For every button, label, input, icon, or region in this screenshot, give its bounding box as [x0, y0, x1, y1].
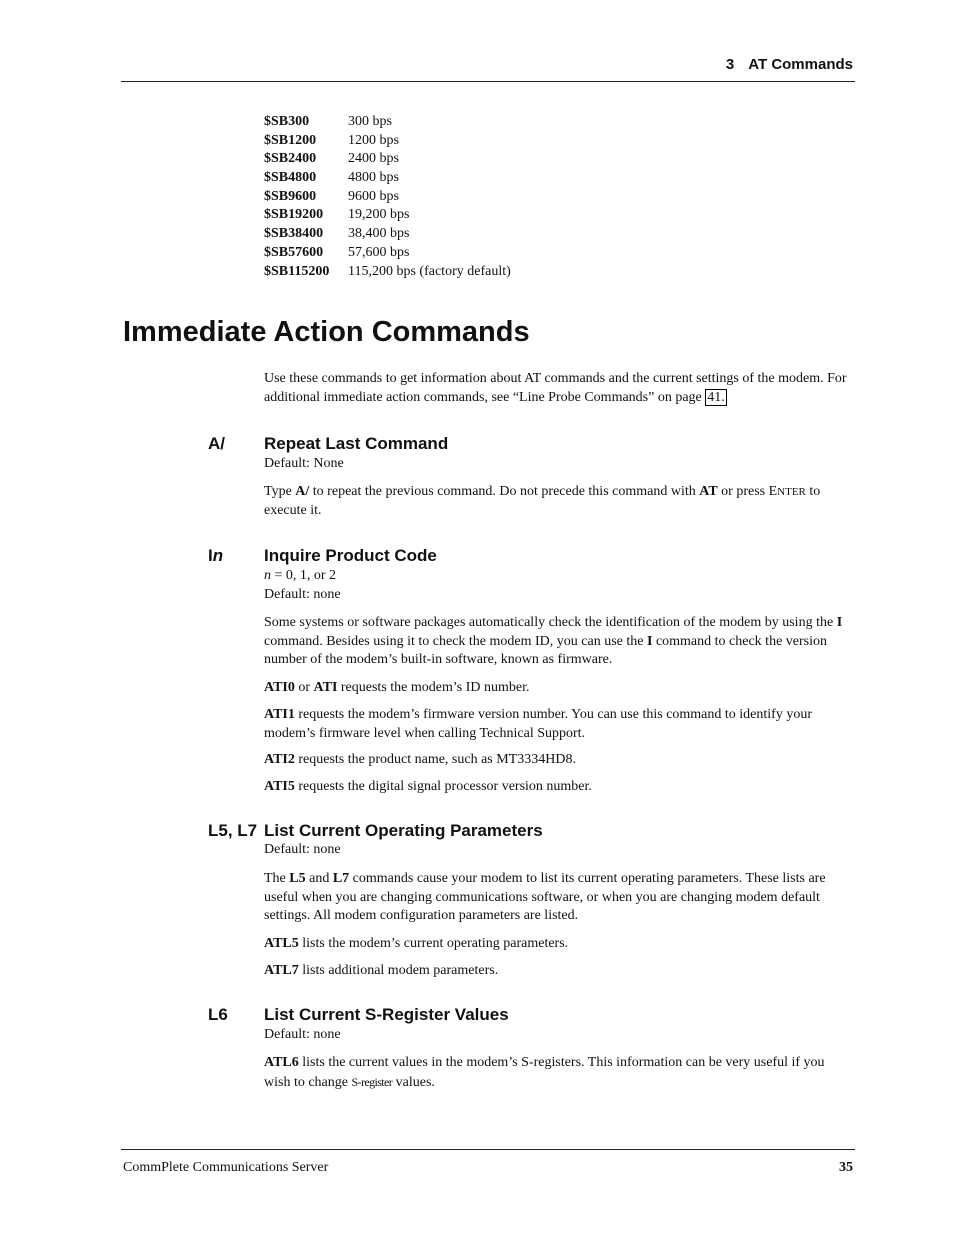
- table-row: [264, 244, 511, 263]
- chapter-number: 3: [725, 56, 735, 73]
- command-description: The L5 and L7 commands cause your modem to list its current operating parameters. These lists are useful when you are changing communications software, or when you are changing modem default settings. All modem configuration parameters are listed.: [264, 871, 826, 923]
- command-parameter-range: n = 0, 1, or 2: [264, 568, 337, 583]
- command-title-list-sregister: List Current S-Register Values: [264, 1005, 509, 1024]
- command-description: Some systems or software packages automatically check the identification of the modem by using the I command. Besides using it to check the modem ID, you can use the I command to check the version number of the modem’s built-in software, known as firmware.: [264, 615, 843, 667]
- command-label-i-n: In: [208, 546, 224, 565]
- table-row: [264, 113, 511, 132]
- rate-code: $SB1200: [264, 132, 317, 148]
- rate-code: $SB300: [264, 114, 310, 129]
- rate-code: $SB19200: [264, 207, 324, 223]
- table-row: [264, 169, 511, 188]
- command-title-list-operating: List Current Operating Parameters: [264, 821, 543, 840]
- footer-title: CommPlete Communications Server: [123, 1160, 329, 1175]
- rate-description: 19,200 bps: [348, 207, 410, 223]
- command-variant-atl5: ATL5 lists the modem’s current operating parameters.: [264, 936, 569, 951]
- rate-code: $SB9600: [264, 188, 317, 204]
- table-row: [264, 188, 511, 207]
- section-intro: [264, 370, 850, 407]
- rate-description: 57,600 bps: [348, 244, 410, 260]
- section-title: Immediate Action Commands: [123, 316, 530, 348]
- command-variant-ati5: ATI5 requests the digital signal processor version number.: [264, 779, 592, 794]
- rate-description: 38,400 bps: [348, 226, 410, 242]
- command-default: Default: none: [264, 587, 341, 602]
- command-label-l5-l7: L5, L7: [208, 821, 258, 840]
- header-rule: [121, 81, 855, 82]
- footer-rule: [121, 1149, 855, 1150]
- command-description: ATL6 lists the current values in the modem’s S-registers. This information can be very useful if you wish to change S-register values.: [264, 1055, 825, 1090]
- command-default: Default: None: [264, 456, 344, 471]
- command-variant-ati0: ATI0 or ATI requests the modem’s ID number.: [264, 680, 530, 695]
- rate-code: $SB4800: [264, 170, 317, 186]
- table-row: [264, 263, 511, 282]
- command-label-a-slash: A/: [208, 434, 225, 453]
- baud-rate-table: [264, 113, 511, 281]
- rate-description: 115,200 bps (factory default): [348, 263, 511, 279]
- rate-code: $SB115200: [264, 263, 330, 279]
- intro-text: Use these commands to get information about AT commands and the current settings of the modem. For additional immediate action commands, see “Line Probe Commands” on page: [264, 371, 847, 405]
- rate-description: 300 bps: [348, 114, 392, 129]
- command-description: Type A/ to repeat the previous command. Do not precede this command with AT or press ENTER to execute it.: [264, 484, 821, 518]
- command-variant-atl7: ATL7 lists additional modem parameters.: [264, 963, 499, 978]
- chapter-title: AT Commands: [748, 56, 853, 73]
- running-header: [726, 56, 853, 73]
- rate-description: 4800 bps: [348, 170, 399, 186]
- command-variant-ati1: ATI1 requests the modem’s firmware version number. You can use this command to identify your modem’s firmware level when calling Technical Support.: [264, 707, 812, 741]
- table-row: [264, 132, 511, 151]
- table-row: [264, 150, 511, 169]
- rate-description: 1200 bps: [348, 132, 399, 148]
- rate-code: $SB2400: [264, 151, 317, 167]
- rate-description: 2400 bps: [348, 151, 399, 167]
- page-number: 35: [839, 1160, 853, 1175]
- rate-description: 9600 bps: [348, 188, 399, 204]
- command-title-repeat-last: Repeat Last Command: [264, 434, 449, 453]
- command-default: Default: none: [264, 1027, 341, 1042]
- command-title-inquire-product: Inquire Product Code: [264, 546, 437, 565]
- table-row: [264, 206, 511, 225]
- command-variant-ati2: ATI2 requests the product name, such as MT3334HD8.: [264, 752, 576, 767]
- rate-code: $SB38400: [264, 226, 324, 242]
- command-default: Default: none: [264, 842, 341, 857]
- page-reference-link[interactable]: 41.: [707, 389, 725, 405]
- table-row: [264, 225, 511, 244]
- rate-code: $SB57600: [264, 244, 324, 260]
- command-label-l6: L6: [208, 1005, 228, 1024]
